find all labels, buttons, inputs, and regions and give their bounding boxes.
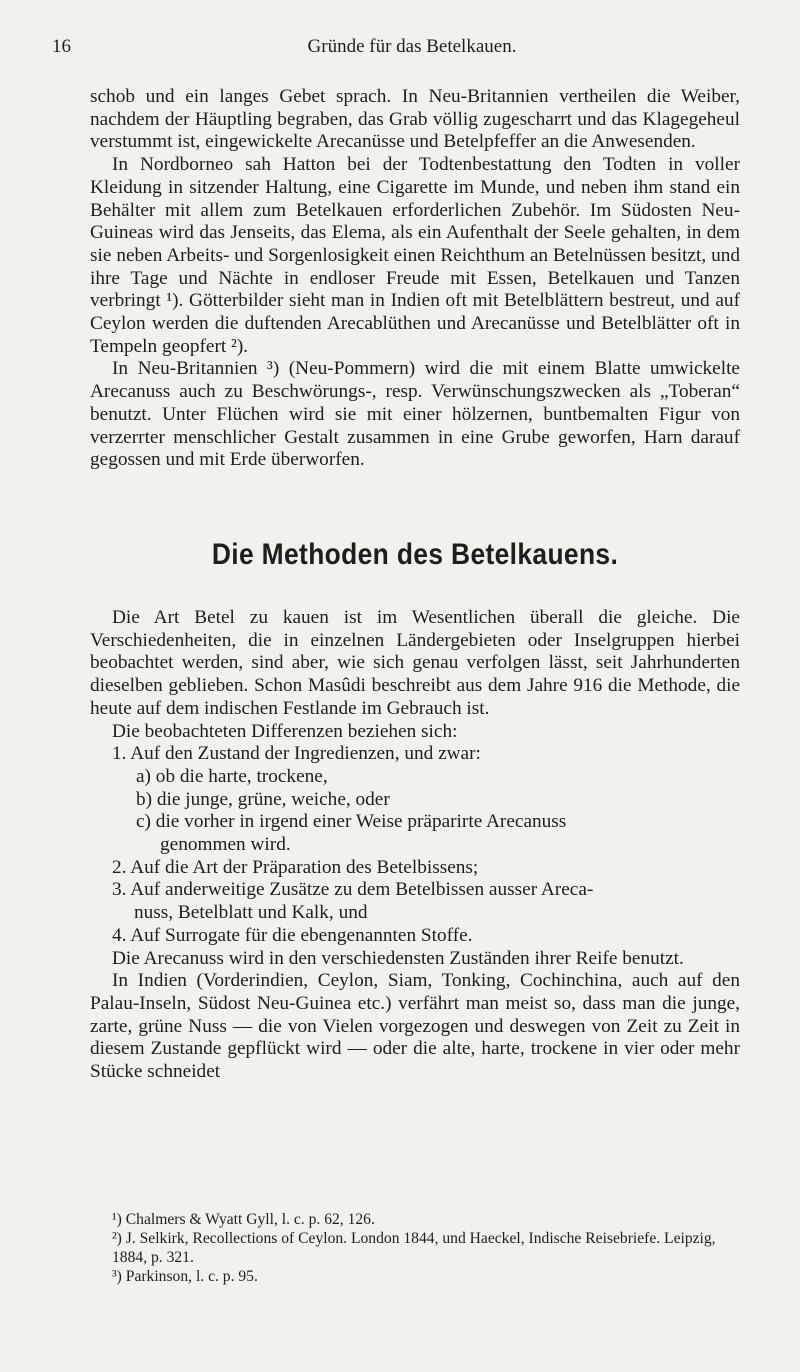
list-item-1c xyxy=(90,811,740,856)
paragraph-1: schob und ein langes Gebet sprach. In Neu-Britannien vertheilen die Weiber, nachdem der Häuptling begraben, das Grab völlig zugescharrt und das Klagegeheul verstummt ist, eingewickelte Arecanüsse und Betelpfeffer an die Anwesenden. xyxy=(90,86,740,153)
list-item-3 xyxy=(90,879,740,924)
section-heading: Die Methoden des Betelkauens. xyxy=(211,538,619,571)
footnote-2: ²) J. Selkirk, Recollections of Ceylon. London 1844, und Haeckel, Indische Reisebriefe. Leipzig, 1884, p. 321. xyxy=(112,1230,716,1266)
closing-paragraph-2: In Indien (Vorderindien, Ceylon, Siam, Tonking, Cochinchina, auch auf den Palau-Inseln, Südost Neu-Guinea etc.) verfährt man meist so, dass man die junge, zarte, grüne Nuss — die von Vielen vorgezogen und deswegen von Zeit zu Zeit in diesem Zustande gepflückt wird — oder die alte, harte, trockene in vier oder mehr Stücke schneidet xyxy=(90,970,740,1083)
page-number: 16 xyxy=(52,36,71,57)
paragraph-2: In Nordborneo sah Hatton bei der Todtenbestattung den Todten in voller Kleidung in sitzender Haltung, eine Cigarette im Munde, und neben ihm stand ein Behälter mit allem zum Betelkauen erforderlichen Zubehör. Im Südosten Neu-Guineas wird das Jenseits, das Elema, als ein Aufenthalt der Seele gehalten, in dem sie neben Arbeits- und Sorgenlosigkeit einen Reichthum an Betelnüssen besitzt, und ihre Tage und Nächte in endloser Freude mit Essen, Betelkauen und Tanzen verbringt ¹). Götterbilder sieht man in Indien oft mit Betelblättern bestreut, und auf Ceylon werden die duftenden Arecablüthen und Arecanüsse und Betelblätter oft in Tempeln geopfert ²). xyxy=(90,154,740,357)
footnote-3: ³) Parkinson, l. c. p. 95. xyxy=(112,1268,258,1285)
differences-list xyxy=(90,743,740,947)
list-item-1: 1. Auf den Zustand der Ingredienzen, und zwar: xyxy=(112,743,481,765)
list-item-3-continuation: nuss, Betelblatt und Kalk, und xyxy=(134,902,368,924)
section-paragraph-2: Die beobachteten Differenzen beziehen sich: xyxy=(112,720,458,742)
list-item-2: 2. Auf die Art der Präparation des Betelbissens; xyxy=(112,856,479,878)
running-title: Gründe für das Betelkauen. xyxy=(307,36,517,57)
page-header xyxy=(52,36,772,66)
section-paragraph-1: Die Art Betel zu kauen ist im Wesentlichen überall die gleiche. Die Verschiedenheiten, die in einzelnen Ländergebieten oder Inselgruppen hierbei beobachtet werden, sind aber, wie sich genau verfolgen lässt, seit Jahrhunderten dieselben geblieben. Schon Masûdi beschreibt aus dem Jahre 916 die Methode, die heute auf dem indischen Festlande im Gebrauch ist. xyxy=(90,607,740,719)
top-text-block xyxy=(90,86,740,472)
footnotes xyxy=(90,1210,740,1286)
list-item-4: 4. Auf Surrogate für die ebengenannten Stoffe. xyxy=(112,924,473,946)
section-text-block xyxy=(90,607,740,1084)
list-item-1b: b) die junge, grüne, weiche, oder xyxy=(136,788,390,810)
list-item-1c-continuation: genommen wird. xyxy=(160,834,291,856)
list-item-1a: a) ob die harte, trockene, xyxy=(136,765,328,787)
footnote-1: ¹) Chalmers & Wyatt Gyll, l. c. p. 62, 126. xyxy=(112,1211,375,1228)
closing-paragraph-1: Die Arecanuss wird in den verschiedensten Zuständen ihrer Reife benutzt. xyxy=(112,947,684,969)
list-item-1c-text: c) die vorher in irgend einer Weise präparirte Arecanuss xyxy=(136,811,567,833)
list-item-3-text: 3. Auf anderweitige Zusätze zu dem Betelbissen ausser Areca- xyxy=(112,879,594,901)
paragraph-3: In Neu-Britannien ³) (Neu-Pommern) wird die mit einem Blatte umwickelte Arecanuss auch zu Beschwörungs-, resp. Verwünschungszwecken als „Toberan“ benutzt. Unter Flüchen wird sie mit einer hölzernen, buntbemalten Figur von verzerrter menschlicher Gestalt zusammen in eine Grube geworfen, Harn darauf gegossen und mit Erde überworfen. xyxy=(90,358,740,471)
